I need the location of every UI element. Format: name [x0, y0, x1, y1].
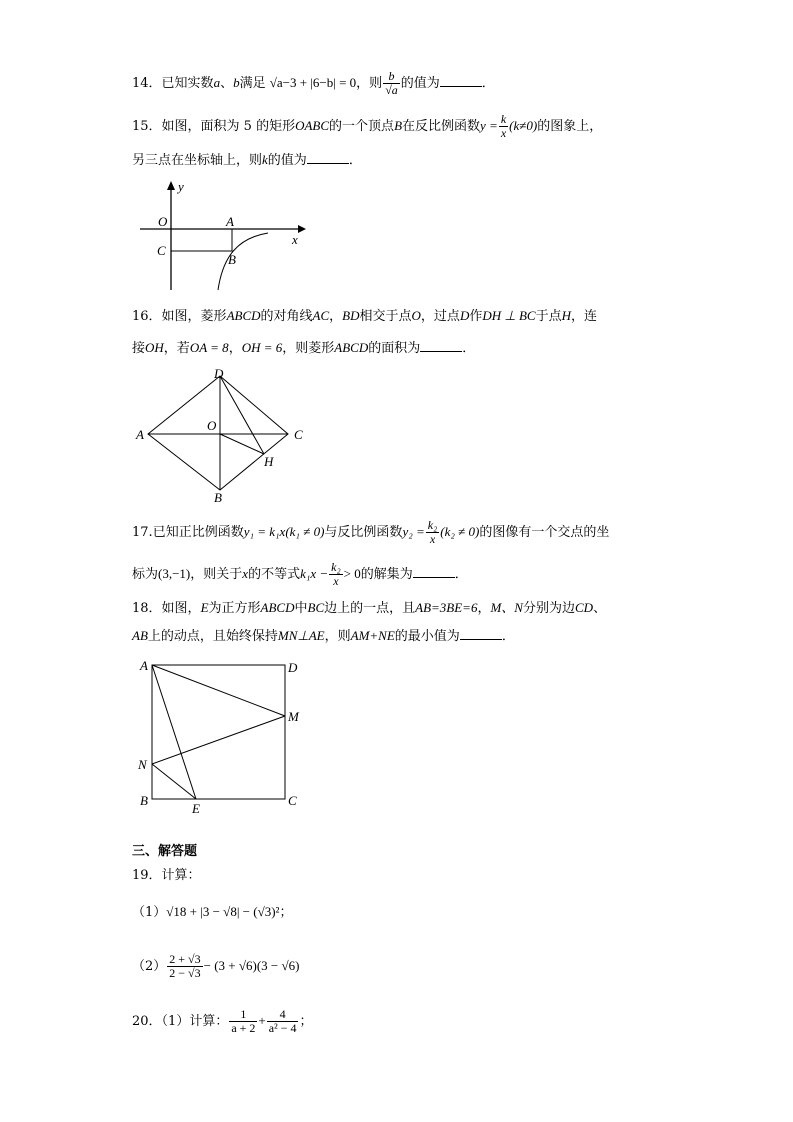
q18-cd: CD [575, 600, 594, 615]
q17-cond: (k₂ ≠ 0) [440, 524, 480, 539]
label-d: D [288, 660, 298, 675]
q17-fraction [426, 519, 440, 546]
q18-cond: MN⊥AE [277, 628, 325, 643]
q18-mn: M、N [490, 600, 523, 615]
question-18-line2 [132, 626, 515, 647]
q17-text-f: 的不等式 [248, 567, 301, 582]
q16-text-j: ，则菱形 [282, 341, 335, 356]
q17-text-a: 已知正比例函数 [152, 525, 244, 540]
q14-text-b: 满足 [239, 76, 266, 91]
q17-frac2-den: x [333, 574, 339, 588]
segment-ae [152, 665, 196, 799]
question-19: 19．计算： [132, 868, 201, 883]
question-16-line1 [132, 306, 597, 327]
q17-x: x [242, 566, 249, 581]
label-h: H [264, 454, 274, 469]
q15-text-f: 的值为 [267, 153, 307, 168]
question-17-line2 [132, 561, 468, 588]
q20-f2-num: 4 [267, 1008, 299, 1022]
q15-text-a: 如图，面积为 5 的矩形 [161, 119, 296, 134]
label-m: M [288, 709, 299, 724]
q15-pt: B [394, 118, 403, 133]
q18-sum: AM+NE [350, 628, 395, 643]
segment-dh [220, 376, 264, 454]
q15-func-lhs: y = [480, 118, 498, 133]
q19-fraction [167, 953, 202, 980]
q16-o: O [411, 308, 421, 323]
q15-cond: (k≠0) [509, 118, 538, 133]
square-abcd [152, 665, 285, 799]
label-c: C [294, 427, 303, 442]
q16-text-h: 接 [132, 341, 146, 356]
q14-sep: 、 [220, 76, 234, 91]
q16-text-f: 于点 [535, 309, 562, 324]
q16-text-c: 相交于点 [359, 309, 412, 324]
q17-end: ． [454, 567, 468, 582]
q20-f1-num: 1 [229, 1008, 257, 1022]
q17-fraction-2 [329, 561, 343, 588]
q15-text-b: 的一个顶点 [329, 119, 395, 134]
q18-figure [132, 655, 312, 820]
label-o: O [158, 214, 168, 229]
q14-number: 14． [132, 76, 162, 91]
q16-oh: OH [145, 340, 164, 355]
q14-frac-den: √a [385, 83, 398, 97]
q19-p2-rest: − (3 + √6)(3 − √6) [203, 958, 300, 973]
q18-text-f: 分别为边 [522, 601, 575, 616]
label-a: A [140, 658, 148, 673]
y-axis-arrow [167, 181, 175, 190]
q16-rhombus-2: ABCD [334, 340, 369, 355]
segment-nm [152, 716, 285, 764]
q18-end: ． [501, 629, 515, 644]
q14-text-c: ，则 [356, 76, 383, 91]
q15-text-e: 另三点在坐标轴上，则 [132, 153, 263, 168]
q20-f2-den: a² − 4 [268, 1021, 297, 1035]
q17-ineq-b: > 0 [343, 566, 361, 581]
label-d: D [214, 366, 224, 381]
q16-text-e: 作 [469, 309, 483, 324]
q16-ac: AC [312, 308, 330, 323]
q19-frac-num: 2 + √3 [169, 952, 201, 966]
q16-text-d: ，过点 [420, 309, 460, 324]
q20-end: ； [299, 1014, 313, 1029]
q15-figure [130, 178, 310, 293]
answer-blank[interactable] [420, 339, 462, 352]
q18-text-d: 边上的一点，且 [324, 601, 416, 616]
q14-var-a: a [213, 75, 221, 90]
q15-end: ． [348, 153, 362, 168]
q17-frac2-num: k₂ [331, 560, 341, 574]
q15-rect: OABC [295, 118, 330, 133]
q16-rhombus: ABCD [226, 308, 261, 323]
label-c: C [157, 243, 166, 258]
question-19-part2 [132, 953, 299, 980]
q16-comma-2: ， [228, 341, 242, 356]
answer-blank[interactable] [440, 74, 482, 87]
segment-oh [220, 434, 264, 454]
label-e: E [192, 801, 200, 816]
rhombus-abcd [148, 376, 288, 490]
label-x: x [292, 232, 298, 247]
question-18-line1 [132, 598, 606, 619]
section-heading: 三、解答题 [132, 844, 198, 859]
q14-expression: √a−3 + |6−b| = 0 [269, 75, 357, 90]
q19-p1-expr: √18 + |3 − √8| − (√3)² [166, 904, 280, 919]
hyperbola-branch [218, 233, 268, 290]
label-c: C [288, 793, 297, 808]
q18-e: E [200, 600, 209, 615]
q20-fraction-1 [229, 1008, 257, 1035]
q18-text-g: 、 [593, 601, 607, 616]
question-17-line1 [132, 519, 609, 546]
q18-text-j: 的最小值为 [394, 629, 460, 644]
label-o: O [207, 418, 217, 433]
q17-number: 17. [132, 525, 153, 540]
q16-number: 16． [132, 309, 162, 324]
q15-fraction [499, 113, 508, 140]
label-n: N [138, 757, 147, 772]
q17-ineq-a: k₁x − [300, 566, 329, 581]
q19-p1-label: （1） [132, 905, 167, 920]
label-b: B [228, 252, 236, 267]
q14-text: 已知实数 [161, 76, 214, 91]
q15-frac-num: k [500, 112, 507, 126]
label-y: y [178, 179, 184, 194]
answer-blank[interactable] [413, 565, 455, 578]
question-15-line1 [132, 113, 602, 140]
q18-text-e: ， [477, 601, 491, 616]
q16-oa-eq: OA = 8 [189, 340, 229, 355]
answer-blank[interactable] [307, 151, 349, 164]
label-b: B [214, 490, 222, 504]
q20-number: 20．（1）计算： [132, 1014, 229, 1029]
q16-text-i: ，若 [163, 341, 190, 356]
q14-frac-num: b [383, 70, 400, 84]
q16-figure [130, 362, 320, 504]
rectangle-oabc [171, 229, 232, 251]
label-a: A [136, 427, 144, 442]
q16-h: H [561, 308, 571, 323]
label-b: B [140, 793, 148, 808]
q16-end: ． [462, 341, 476, 356]
q18-ab: AB [132, 628, 148, 643]
q17-y2-lhs: y₂ = [402, 524, 425, 539]
question-20 [132, 1008, 312, 1035]
q17-text-e: ，则关于 [190, 567, 243, 582]
q15-text-c: 在反比例函数 [402, 119, 481, 134]
q17-text-b: 与反比例函数 [324, 525, 403, 540]
q19-p1-end: ； [279, 905, 293, 920]
q14-end: ． [481, 76, 495, 91]
q17-text-d: 标为 [132, 567, 159, 582]
q18-text-b: 为正方形 [208, 601, 261, 616]
q17-frac-num: k₂ [427, 518, 438, 532]
q20-fraction-2 [267, 1008, 299, 1035]
question-16-line2 [132, 338, 475, 359]
q18-bc: BC [307, 600, 325, 615]
q18-text-a: 如图， [161, 601, 201, 616]
q18-text-c: 中 [294, 601, 308, 616]
q17-y1: y₁ = k₁x(k₁ ≠ 0) [243, 524, 325, 539]
q17-point: (3,−1) [158, 566, 191, 581]
q19-frac-den: 2 − √3 [169, 966, 201, 980]
q16-comma: ， [329, 309, 343, 324]
q18-number: 18． [132, 601, 162, 616]
q18-eq: AB=3BE=6 [415, 600, 478, 615]
q16-text-b: 的对角线 [260, 309, 313, 324]
q15-var-k: k [262, 152, 268, 167]
q16-oh-eq: OH = 6 [241, 340, 283, 355]
q18-sq: ABCD [260, 600, 295, 615]
q20-plus: + [258, 1013, 266, 1028]
label-a: A [226, 214, 234, 229]
q14-text-d: 的值为 [400, 76, 440, 91]
q18-text-i: ，则 [324, 629, 351, 644]
q15-text-d: 的图象上， [537, 119, 603, 134]
x-axis-arrow [298, 225, 306, 233]
q17-frac-den: x [429, 532, 436, 546]
q19-p2-label: （2） [132, 959, 167, 974]
q16-text-g: ，连 [570, 309, 597, 324]
q17-text-g: 的解集为 [360, 567, 413, 582]
q20-f1-den: a + 2 [231, 1021, 256, 1035]
question-15-line2 [132, 150, 362, 171]
q14-fraction [383, 70, 400, 97]
q16-bd: BD [342, 308, 360, 323]
q15-number: 15． [132, 119, 162, 134]
q17-text-c: 的图像有一个交点的坐 [479, 525, 610, 540]
question-19-part1 [132, 902, 292, 923]
answer-blank[interactable] [460, 627, 502, 640]
question-14 [132, 70, 495, 97]
q18-text-h: 上的动点，且始终保持 [147, 629, 278, 644]
segment-am [152, 665, 285, 716]
q16-d: D [459, 308, 470, 323]
segment-ne [152, 764, 196, 799]
q16-text-a: 如图，菱形 [161, 309, 227, 324]
q15-frac-den: x [500, 126, 507, 140]
q16-text-k: 的面积为 [368, 341, 421, 356]
q14-var-b: b [233, 75, 240, 90]
q16-perp: DH ⊥ BC [482, 308, 536, 323]
